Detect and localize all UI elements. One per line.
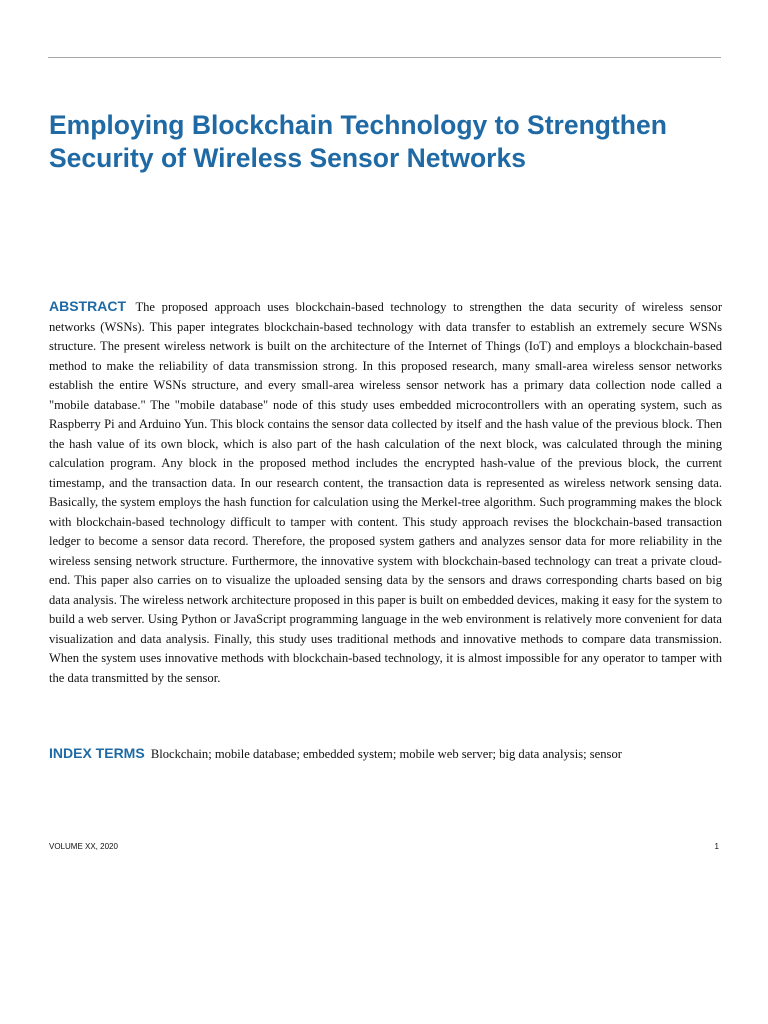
abstract-text: The proposed approach uses blockchain-based technology to strengthen the data security of wireless sensor networks (WSNs). This paper integrates blockchain-based technology with data transfer to establish an extremely secure WSNs structure. The present wireless network is built on the architecture of the Internet of Things (IoT) and employs a blockchain-based method to make the reliability of data transmission strong. In this proposed research, many small-area wireless sensor networks establish the entire WSNs structure, and every small-area wireless sensor network has a primary data collection node called a "mobile database." The "mobile database" node of this study uses embedded microcontrollers with an operating system, such as Raspberry Pi and Arduino Yun. This block contains the sensor data collected by itself and the hash value of the previous block. Then the hash value of its own block, which is also part of the hash calculation of the next block, was calculated through the mining calculation program. Any block in the proposed method includes the encrypted hash-value of the previous block, the current timestamp, and the transaction data. In our research content, the transaction data is represented as wireless network sensing data. Basically, the system employs the hash function for calculation using the Merkel-tree algorithm. Such programming makes the block with blockchain-based technology difficult to tamper with content. This study approach revises the blockchain-based transaction ledger to become a sensor data record. Therefore, the proposed system gathers and analyzes sensor data for more reliability in the wireless sensing network structure. Furthermore, the innovative system with blockchain-based technology can treat a private cloud-end. This paper also carries on to visualize the uploaded sensing data by the sensors and draws corresponding charts based on big data analysis. The wireless network architecture proposed in this paper is built on embedded devices, making it easy for the system to build a web server. Using Python or JavaScript programming language in the web environment is relatively more convenient for data visualization and data analysis. Finally, this study uses traditional methods and innovative methods to compare data transmission. When the system uses innovative methods with blockchain-based technology, it is almost impossible for any operator to tamper with the data transmitted by the sensor. — [49, 300, 723, 685]
footer-page-number: 1 — [714, 842, 719, 851]
paper-title: Employing Blockchain Technology to Strengthen Security of Wireless Sensor Networks — [49, 110, 667, 173]
footer-volume: VOLUME XX, 2020 — [49, 842, 118, 851]
abstract-section — [49, 297, 722, 688]
index-terms-section — [49, 744, 722, 765]
header-rule — [48, 57, 721, 58]
index-terms-text: Blockchain; mobile database; embedded system; mobile web server; big data analysis; sensor — [150, 747, 622, 761]
index-terms-label: INDEX TERMS — [49, 745, 145, 761]
abstract-label: ABSTRACT — [49, 298, 126, 314]
